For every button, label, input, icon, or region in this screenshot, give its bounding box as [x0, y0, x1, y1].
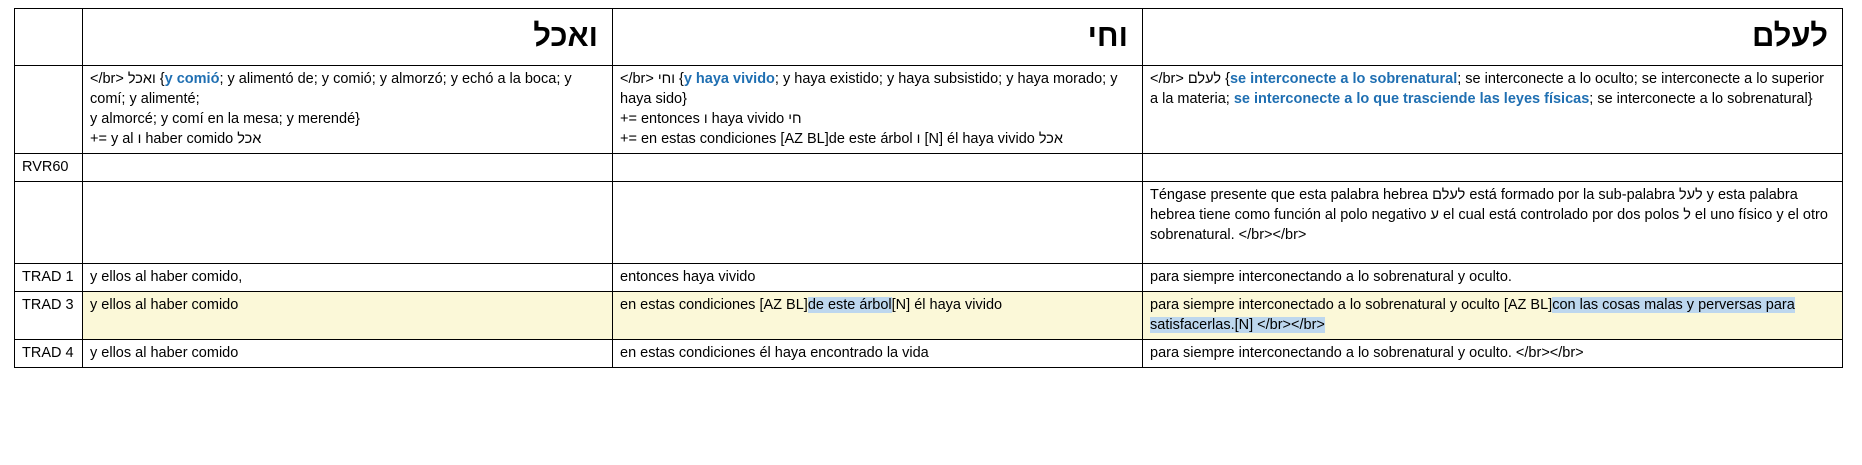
- trad1-vechi: entonces haya vivido: [613, 264, 1143, 292]
- gloss-bold-vechi: y haya vivido: [683, 71, 775, 87]
- gloss-line-2: y almorcé; y comí en la mesa; y merendé}: [90, 111, 360, 127]
- gloss-line-1: </br> ואכל {y comió; y alimentó de; y comió; y almorzó; y echó a la boca; y comí; y alimenté;: [90, 71, 572, 107]
- gloss-line-2: += entonces ו haya vivido חי: [620, 111, 802, 127]
- table-row-trad1: [15, 264, 1843, 292]
- analysis-table: [14, 8, 1843, 368]
- note-leolam: Téngase presente que esta palabra hebrea לעלם está formado por la sub-palabra לעל y esta palabra hebrea tiene como función al polo negativo ע el cual está controlado por dos polos ל el uno físico y el otro sobrenatural. </br></br>: [1143, 182, 1843, 264]
- trad4-veakal: y ellos al haber comido: [83, 340, 613, 368]
- header-cell-vechi: [613, 9, 1143, 66]
- trad3-leolam-part1: para siempre interconectado a lo sobrenatural y oculto [AZ BL]: [1150, 297, 1553, 313]
- trad3-leolam-part2: con las cosas malas y perversas para satisfacerlas.[N] </br></br>: [1150, 297, 1795, 333]
- trad4-leolam: para siempre interconectando a lo sobrenatural y oculto. </br></br>: [1143, 340, 1843, 368]
- trad3-vechi-part2: de este árbol: [807, 297, 892, 313]
- gloss-bold-veakal: y comió: [164, 71, 220, 87]
- rvr60-veakal: [83, 154, 613, 182]
- header-cell-leolam: [1143, 9, 1843, 66]
- table-row-glosses: [15, 66, 1843, 154]
- gloss-bold-leolam-1: se interconecte a lo sobrenatural: [1229, 71, 1458, 87]
- note-vechi: [613, 182, 1143, 264]
- table-row-note: [15, 182, 1843, 264]
- header-cell-blank: [15, 9, 83, 66]
- row-label-trad1: TRAD 1: [15, 264, 83, 292]
- hebrew-heading-veakal: ואכל: [533, 18, 598, 53]
- document-page: [0, 8, 1862, 465]
- gloss-vechi: [613, 66, 1143, 154]
- trad3-vechi: [613, 292, 1143, 340]
- note-veakal: [83, 182, 613, 264]
- gloss-line-1: </br> לעלם {se interconecte a lo sobrenatural; se interconecte a lo oculto; se interconecte a lo superior a la materia; se interconecte a lo que trasciende las leyes físicas; se interconecte a lo sobrenatural}: [1150, 71, 1824, 107]
- trad1-leolam: para siempre interconectando a lo sobrenatural y oculto.: [1143, 264, 1843, 292]
- trad3-leolam: [1143, 292, 1843, 340]
- row-label-trad4: TRAD 4: [15, 340, 83, 368]
- header-cell-veakal: [83, 9, 613, 66]
- rvr60-vechi: [613, 154, 1143, 182]
- gloss-line-3: += y al ו haber comido אכל: [90, 131, 262, 147]
- gloss-bold-leolam-2: se interconecte a lo que trasciende las leyes físicas: [1233, 91, 1590, 107]
- trad3-veakal: y ellos al haber comido: [83, 292, 613, 340]
- table-row-rvr60: [15, 154, 1843, 182]
- gloss-line-1: </br> וחי {y haya vivido; y haya existido; y haya subsistido; y haya morado; y haya sido}: [620, 71, 1118, 107]
- rvr60-leolam: [1143, 154, 1843, 182]
- trad4-vechi: en estas condiciones él haya encontrado la vida: [613, 340, 1143, 368]
- trad3-vechi-part1: en estas condiciones [AZ BL]: [620, 297, 808, 313]
- table-row-trad4: [15, 340, 1843, 368]
- row-label-rvr60: RVR60: [15, 154, 83, 182]
- row-label-trad3: TRAD 3: [15, 292, 83, 340]
- gloss-line-3: += en estas condiciones [AZ BL]de este árbol ו [N] él haya vivido אכל: [620, 131, 1064, 147]
- row-label-gloss: [15, 66, 83, 154]
- table-row-trad3: [15, 292, 1843, 340]
- hebrew-heading-vechi: וחי: [1087, 18, 1128, 53]
- hebrew-heading-leolam: לעלם: [1751, 18, 1828, 53]
- gloss-leolam: [1143, 66, 1843, 154]
- trad3-vechi-part3: [N] él haya vivido: [891, 297, 1003, 313]
- trad1-veakal: y ellos al haber comido,: [83, 264, 613, 292]
- row-label-note: [15, 182, 83, 264]
- gloss-veakal: [83, 66, 613, 154]
- table-header-row: [15, 9, 1843, 66]
